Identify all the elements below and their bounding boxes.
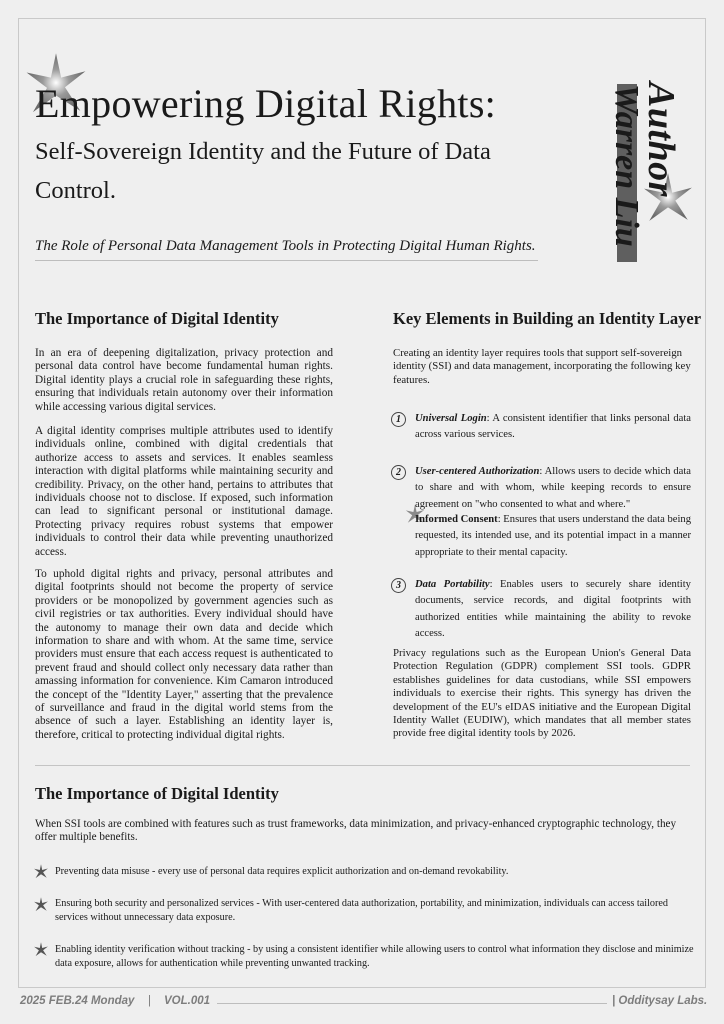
item-number-badge: 1 xyxy=(391,412,406,427)
bottom-section-heading: The Importance of Digital Identity xyxy=(35,784,279,803)
item-number-badge: 3 xyxy=(391,578,406,593)
benefit-item-2: Ensuring both security and personalized services - With user-centered data authorization, portability, and minimization, individuals can access tailored services without unnecessary data exposure. xyxy=(55,898,668,923)
footer-date: 2025 FEB.24 Monday xyxy=(20,995,135,1007)
right-intro: Creating an identity layer requires tools that support self-sovereign identity (SSI) and data management, incorporating the following key features. xyxy=(393,347,691,386)
footer-volume: VOL.001 xyxy=(164,995,211,1007)
subitem-text: : Ensures that users understand the data being requested, its intended use, and its potential impact in a manner appropriate to their mental capacity. xyxy=(415,514,691,558)
item-number-badge: 2 xyxy=(391,465,406,480)
left-section-heading: The Importance of Digital Identity xyxy=(35,309,279,328)
key-element-item-1 xyxy=(396,411,691,444)
item-text: : Enables users to securely share identity documents, service records, and digital footprints with authorized entities while maintaining the ability to revoke access. xyxy=(415,579,691,639)
author-name: Warren Liu xyxy=(608,84,645,247)
page-title: Empowering Digital Rights: xyxy=(35,81,497,126)
bottom-intro: When SSI tools are combined with features such as trust frameworks, data minimization, and privacy-enhanced cryptographic technology, they offer multiple benefits. xyxy=(35,818,677,844)
section-divider xyxy=(35,765,690,766)
item-term: User-centered Authorization xyxy=(415,466,540,477)
star-bullet-icon xyxy=(33,864,49,879)
star-bullet-icon xyxy=(33,942,49,957)
key-element-item-3 xyxy=(396,577,691,642)
benefit-item-1: Preventing data misuse - every use of personal data requires explicit authorization and on-demand revokability. xyxy=(55,866,509,877)
author-label: Author xyxy=(640,82,682,197)
left-paragraph-3: To uphold digital rights and privacy, personal attributes and digital footprints should not become the property of service providers or be monopolized by government agencies such as civil registries or tax authorities. Every individual should have the autonomy to manage their own data and decide which information to share and with whom. At the same time, service providers must ensure that each access request is authenticated to prevent fraud and should collect only necessary data rather than amassing information for convenience. Kim Camaron introduced the concept of the "Identity Layer," asserting that the prevalence of surveillance and fraud in the digital world stems from the absence of such a layer. Establishing an identity layer is, therefore, critical to protecting individual digital rights. xyxy=(35,568,333,741)
footer-separator: | xyxy=(148,995,151,1007)
right-closing-paragraph: Privacy regulations such as the European Union's General Data Protection Regulation (GDPR) complement SSI tools. GDPR establishes guidelines for data custodians, while SSI empowers individuals to exercise their rights. This synergy has driven the development of the EU's eIDAS initiative and the European Digital Identity Wallet (EUDIW), which mandates that all member states provide free digital identity tools by 2026. xyxy=(393,647,691,740)
right-section-heading: Key Elements in Building an Identity Layer xyxy=(393,309,702,328)
key-element-subitem xyxy=(415,512,691,561)
page-subtitle: Self-Sovereign Identity and the Future of Data Control. xyxy=(35,138,491,204)
tagline-divider xyxy=(35,260,538,261)
item-term: Data Portability xyxy=(415,579,490,590)
item-term: Universal Login xyxy=(415,413,487,424)
key-element-item-2 xyxy=(396,464,691,513)
item-text: : A consistent identifier that links personal data across various services. xyxy=(415,413,691,441)
footer-brand: | Odditysay Labs. xyxy=(612,995,708,1007)
star-bullet-icon xyxy=(33,897,49,912)
left-paragraph-2: A digital identity comprises multiple attributes used to identify individuals online, combined with digital credentials that authorize access to assets and services. It enables seamless interaction with digital platforms while maintaining security and credibility. Privacy, on the other hand, pertains to attributes that individuals choose not to disclose. If exposed, such information can lead to significant personal or institutional damage. Protecting privacy requires robust systems that empower individuals to control their data while preventing unauthorized access. xyxy=(35,425,333,558)
subitem-term: Informed Consent xyxy=(415,514,498,525)
item-text: : Allows users to decide which data to share and with whom, while keeping records to ensure agreement on "who consented to what and where." xyxy=(415,466,691,510)
benefit-item-3: Enabling identity verification without tracking - by using a consistent identifier while allowing users to control what information they disclose and minimize data exposure, allows for authentication while preventing unwanted tracking. xyxy=(55,944,694,969)
page-tagline: The Role of Personal Data Management Tools in Protecting Digital Human Rights. xyxy=(35,238,536,254)
left-paragraph-1: In an era of deepening digitalization, privacy protection and personal data control have become fundamental human rights. Digital identity plays a crucial role in safeguarding these rights, ensuring that individuals retain autonomy over their information while accessing various digital services. xyxy=(35,347,333,413)
footer-rule xyxy=(217,1003,607,1004)
